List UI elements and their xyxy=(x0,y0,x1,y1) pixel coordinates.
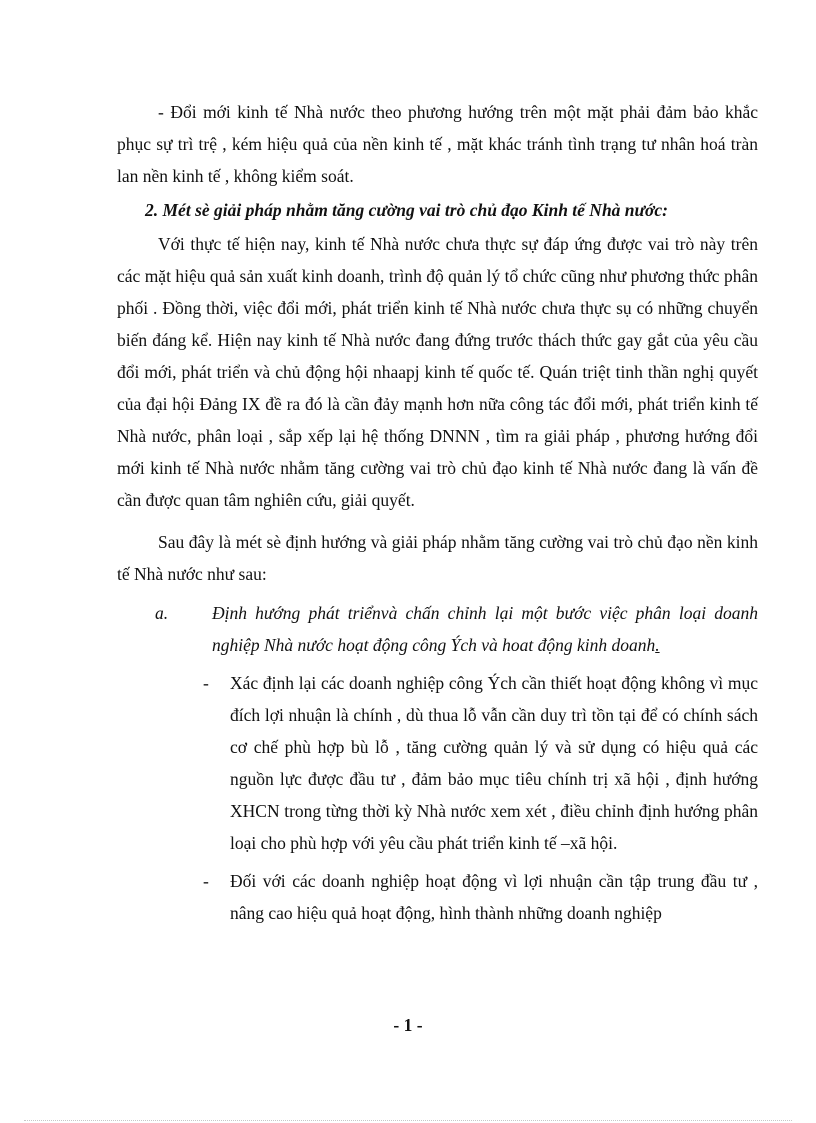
paragraph-intro: - Đổi mới kinh tế Nhà nước theo phương hướng trên một mặt phải đảm bảo khắc phục sự trì trệ , kém hiệu quả của nền kinh tế , mặt khác tránh tình trạng tư nhân hoá tràn lan nền kinh tế , không kiểm soát. xyxy=(117,102,758,186)
bullet-item-1 xyxy=(117,667,758,859)
bullet-marker: - xyxy=(203,871,209,891)
bullet-item-2 xyxy=(117,865,758,929)
list-item-a-end: . xyxy=(655,635,660,655)
list-item-a-body: Định hướng phát triểnvà chấn chỉnh lại một bước việc phân loại doanh nghiệp Nhà nước hoạt động công Ých và hoat động kinh doanh xyxy=(212,603,758,655)
list-item-a-text xyxy=(212,597,758,661)
section-heading: 2. Mét sè giải pháp nhằm tăng cường vai trò chủ đạo Kinh tế Nhà nước: xyxy=(145,200,669,220)
paragraph-context: Với thực tế hiện nay, kinh tế Nhà nước chưa thực sự đáp ứng được vai trò này trên các mặt hiệu quả sản xuất kinh doanh, trình độ quản lý tổ chức cũng như phương thức phân phối . Đồng thời, việc đổi mới, phát triển kinh tế Nhà nước chưa thực sụ có những chuyển biến đáng kể. Hiện nay kinh tế Nhà nước đang đứng trước thách thức gay gắt của yêu cầu đổi mới, phát triển và chủ động hội nhaapj kinh tế quốc tế. Quán triệt tinh thần nghị quyết của đại hội Đảng IX đề ra đó là cần đảy mạnh hơn nữa công tác đổi mới, phát triển kinh tế Nhà nước, phân loại , sắp xếp lại hệ thống DNNN , tìm ra giải pháp , phương hướng đổi mới kinh tế Nhà nước nhằm tăng cường vai trò chủ đạo kinh tế Nhà nước đang là vấn đề cần được quan tâm nghiên cứu, giải quyết. xyxy=(117,234,758,510)
bullet-item-1-text: Xác định lại các doanh nghiệp công Ých cần thiết hoạt động không vì mục đích lợi nhuận là chính , dù thua lỗ vẫn cần duy trì tồn tại để có chính sách cơ chế phù hợp bù lỗ , tăng cường quản lý và sử dụng có hiệu quả các nguồn lực được đầu tư , đảm bảo mục tiêu chính trị xã hội , định hướng XHCN trong từng thời kỳ Nhà nước xem xét , điều chỉnh định hướng phân loại cho phù hợp với yêu cầu phát triển kinh tế –xã hội. xyxy=(230,673,758,853)
document-body xyxy=(117,96,758,929)
page-bottom-divider xyxy=(24,1120,792,1121)
bullet-marker: - xyxy=(203,673,209,693)
list-item-a xyxy=(117,597,758,661)
bullet-item-2-text: Đối với các doanh nghiệp hoạt động vì lợi nhuận cần tập trung đầu tư , nâng cao hiệu quả hoạt động, hình thành những doanh nghiệp xyxy=(230,871,758,923)
paragraph-transition: Sau đây là mét sè định hướng và giải pháp nhằm tăng cường vai trò chủ đạo nền kinh tế Nhà nước như sau: xyxy=(117,532,758,584)
list-marker-a: a. xyxy=(155,603,169,623)
page-number: - 1 - xyxy=(393,1015,423,1035)
